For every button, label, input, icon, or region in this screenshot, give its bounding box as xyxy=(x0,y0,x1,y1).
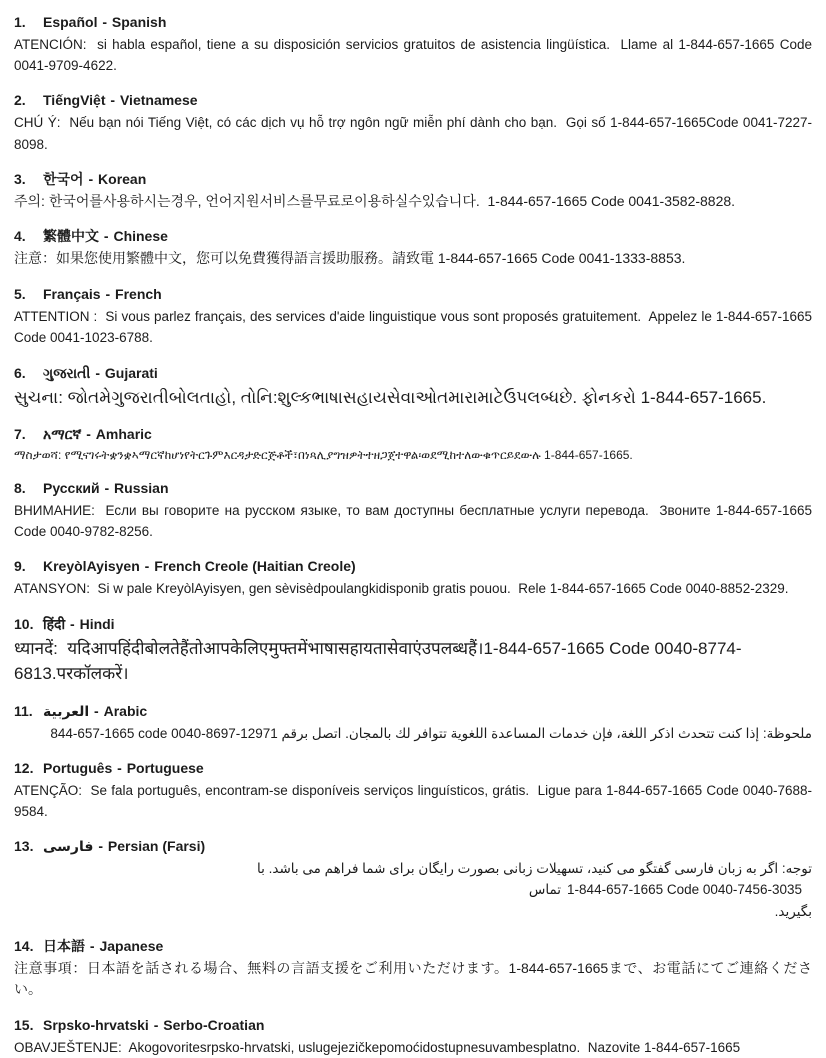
heading-native-name: KreyòlAyisyen xyxy=(43,558,140,575)
tagline-text: ATENCIÓN: si habla español, tiene a su disposición servicios gratuitos de asistencia lingüística. Llame al 1-844-657-1665 Code 0041-9709-4622. xyxy=(14,37,816,74)
heading-english-name: Spanish xyxy=(111,14,167,30)
heading-number: 15. xyxy=(14,1017,34,1034)
heading-native-name: Español xyxy=(43,14,98,30)
tagline-text xyxy=(14,723,812,744)
heading-native-name: فارسی xyxy=(43,838,94,855)
heading-native-name: Português xyxy=(43,759,113,776)
heading-separator: - xyxy=(102,14,108,30)
tagline-text: OBAVJEŠTENJE: Akogovoritesrpsko-hrvatski, uslugejezičkepomoćidostupnesuvambesplatno. Nazovite 1-844-657-1665 xyxy=(14,1040,741,1056)
heading-number: 2. xyxy=(14,92,26,109)
heading-native-name: العربية xyxy=(43,702,90,719)
language-section-portuguese xyxy=(14,758,812,822)
language-section-serbo-croatian xyxy=(14,1015,812,1058)
heading-number: 13. xyxy=(14,838,34,855)
language-section-haitian-creole xyxy=(14,556,812,599)
heading-english-name: Chinese xyxy=(113,228,168,245)
language-heading xyxy=(14,363,812,384)
language-heading xyxy=(14,701,812,722)
heading-number: 12. xyxy=(14,759,34,776)
tagline-phone-code: 1-844-657-1665 Code 0040-7456-3035 xyxy=(567,882,802,898)
heading-separator: - xyxy=(70,615,75,632)
heading-number: 3. xyxy=(14,170,26,187)
heading-native-name: አማርኛ xyxy=(43,426,82,442)
heading-number: 7. xyxy=(14,426,26,442)
tagline-text: ВНИМАНИЕ: Если вы говорите на русском языке, то вам доступны бесплатные услуги перевода. Звоните 1-844-657-1665 Code 0040-9782-8256. xyxy=(14,503,816,540)
language-heading xyxy=(14,836,812,857)
heading-english-name: Portuguese xyxy=(126,759,204,776)
tagline-arabic-text: ملحوظة: إذا كنت تتحدث اذكر اللغة، فإن خدمات المساعدة اللغوية تتوافر لك بالمجان. اتصل برقم xyxy=(281,725,812,741)
heading-separator: - xyxy=(98,838,103,855)
heading-english-name: Persian (Farsi) xyxy=(107,838,206,855)
heading-native-name: Français xyxy=(43,286,101,303)
language-section-amharic xyxy=(14,424,812,464)
language-section-chinese xyxy=(14,226,812,270)
heading-number: 6. xyxy=(14,364,26,381)
heading-english-name: Japanese xyxy=(99,937,164,954)
tagline-text: 주의: 한국어를사용하시는경우, 언어지원서비스를무료로이용하실수있습니다. 1-844-657-1665 Code 0041-3582-8828. xyxy=(14,192,736,209)
heading-number: 10. xyxy=(14,615,34,632)
tagline-persian-text: توجه: اگر به زبان فارسی گفتگو می کنید، تسهیلات زبانی بصورت رایگان برای شما فراهم می باشد. با xyxy=(257,861,812,877)
language-section-russian xyxy=(14,478,816,542)
heading-english-name: Vietnamese xyxy=(119,92,198,109)
language-heading xyxy=(14,936,812,957)
heading-separator: - xyxy=(104,480,110,496)
language-heading xyxy=(14,284,812,305)
tagline-persian-text-2: تماس xyxy=(528,882,562,898)
heading-english-name: Korean xyxy=(98,170,147,187)
heading-separator: - xyxy=(105,286,111,303)
language-section-japanese xyxy=(14,936,812,1001)
language-heading xyxy=(14,556,812,577)
tagline-persian-text-3: بگیرید. xyxy=(774,903,812,919)
heading-english-name: Gujarati xyxy=(104,364,158,381)
heading-separator: - xyxy=(103,228,109,245)
heading-separator: - xyxy=(110,92,116,109)
tagline-text: ध्यानदें: यदिआपहिंदीबोलतेहैंतोआपकेलिएमुफ्तमेंभाषासहायतासेवाएंउपलब्धहैं।1-844-657-1665 Code 0040-8774-6813.परकॉलकरें। xyxy=(14,638,742,684)
heading-separator: - xyxy=(95,364,100,381)
language-section-hindi xyxy=(14,614,812,687)
heading-english-name: Russian xyxy=(114,480,169,496)
heading-english-name: French xyxy=(115,286,162,303)
heading-native-name: 한국어 xyxy=(43,170,84,187)
multilanguage-taglines-document xyxy=(14,12,816,1058)
heading-native-name: 繁體中文 xyxy=(43,228,99,245)
language-heading xyxy=(14,478,812,499)
heading-separator: - xyxy=(153,1017,159,1034)
language-heading xyxy=(14,12,812,33)
tagline-text: CHÚ Ý: Nếu bạn nói Tiếng Việt, có các dịch vụ hỗ trợ ngôn ngữ miễn phí dành cho bạn. Gọi số 1-844-657-1665Code 0041-7227-8098. xyxy=(14,115,812,152)
heading-number: 4. xyxy=(14,228,26,245)
heading-separator: - xyxy=(94,702,99,719)
tagline-text: ATENÇÃO: Se fala português, encontram-se disponíveis serviços linguísticos, grátis. Ligue para 1-844-657-1665 Code 0040-7688-9584. xyxy=(14,782,812,819)
tagline-text xyxy=(14,858,812,922)
language-section-french xyxy=(14,284,816,348)
language-heading xyxy=(14,424,812,445)
heading-english-name: Amharic xyxy=(95,426,152,442)
heading-separator: - xyxy=(89,937,95,954)
heading-native-name: हिंदी xyxy=(43,615,66,632)
heading-separator: - xyxy=(144,558,150,575)
tagline-phone-code: 844-657-1665 code 0040-8697-12971 xyxy=(50,725,278,741)
heading-english-name: French Creole (Haitian Creole) xyxy=(154,558,356,575)
heading-native-name: Srpsko-hrvatski xyxy=(43,1017,149,1034)
language-heading xyxy=(14,90,812,111)
tagline-text: 注意事項：日本語を話される場合、無料の言語支援をご利用いただけます。1-844-657-1665まで、お電話にてご連絡ください。 xyxy=(14,959,812,998)
heading-number: 9. xyxy=(14,558,26,575)
language-section-persian xyxy=(14,836,812,922)
heading-separator: - xyxy=(86,426,91,442)
language-section-arabic xyxy=(14,701,812,744)
language-section-korean xyxy=(14,169,812,213)
tagline-text: 注意：如果您使用繁體中文，您可以免費獲得語言援助服務。請致電 1-844-657-1665 Code 0041-1333-8853. xyxy=(14,250,686,267)
heading-english-name: Arabic xyxy=(103,702,148,719)
language-heading xyxy=(14,614,812,635)
heading-english-name: Serbo-Croatian xyxy=(163,1017,265,1034)
heading-number: 5. xyxy=(14,286,26,303)
heading-separator: - xyxy=(88,170,94,187)
heading-native-name: 日本語 xyxy=(43,937,85,954)
language-section-spanish xyxy=(14,12,816,76)
heading-native-name: TiếngViệt xyxy=(43,92,106,109)
heading-separator: - xyxy=(117,759,122,776)
language-heading xyxy=(14,226,812,247)
heading-number: 8. xyxy=(14,480,26,496)
heading-number: 11. xyxy=(14,702,33,719)
language-heading xyxy=(14,758,812,779)
heading-english-name: Hindi xyxy=(79,615,115,632)
tagline-text: ATTENTION : Si vous parlez français, des services d'aide linguistique vous sont proposés gratuitement. Appelez le 1-844-657-1665 Code 0041-1023-6788. xyxy=(14,309,816,346)
language-section-gujarati xyxy=(14,363,812,411)
tagline-text: ማስታወሻ: የሚናገሩትቋንቋኣማርኛከሆነየትርጉምእርዳታድርጅቶች፣በነጻሊያግዝዎትተዘጋጀተዋል፡ወደሚከተለውቁጥርይደውሉ 1-844-657-1665. xyxy=(14,448,633,462)
language-heading xyxy=(14,1015,812,1036)
tagline-text: સુચના: જોતમેગુજરાતીબોલતાહો, તોનિ:શુલ્કભાષાસહાયસેવાઓતમારામાટેઉપલબ્ધછે. ફોનકરો 1-844-657-1665. xyxy=(14,387,767,407)
language-section-vietnamese xyxy=(14,90,812,154)
language-heading xyxy=(14,169,812,190)
heading-native-name: Русский xyxy=(43,480,100,496)
heading-native-name: ગુજરાતી xyxy=(43,364,91,381)
tagline-text: ATANSYON: Si w pale KreyòlAyisyen, gen sèvisèdpoulangkidisponib gratis pouou. Rele 1-844-657-1665 Code 0040-8852-2329. xyxy=(14,581,789,597)
heading-number: 1. xyxy=(14,14,26,30)
heading-number: 14. xyxy=(14,937,34,954)
